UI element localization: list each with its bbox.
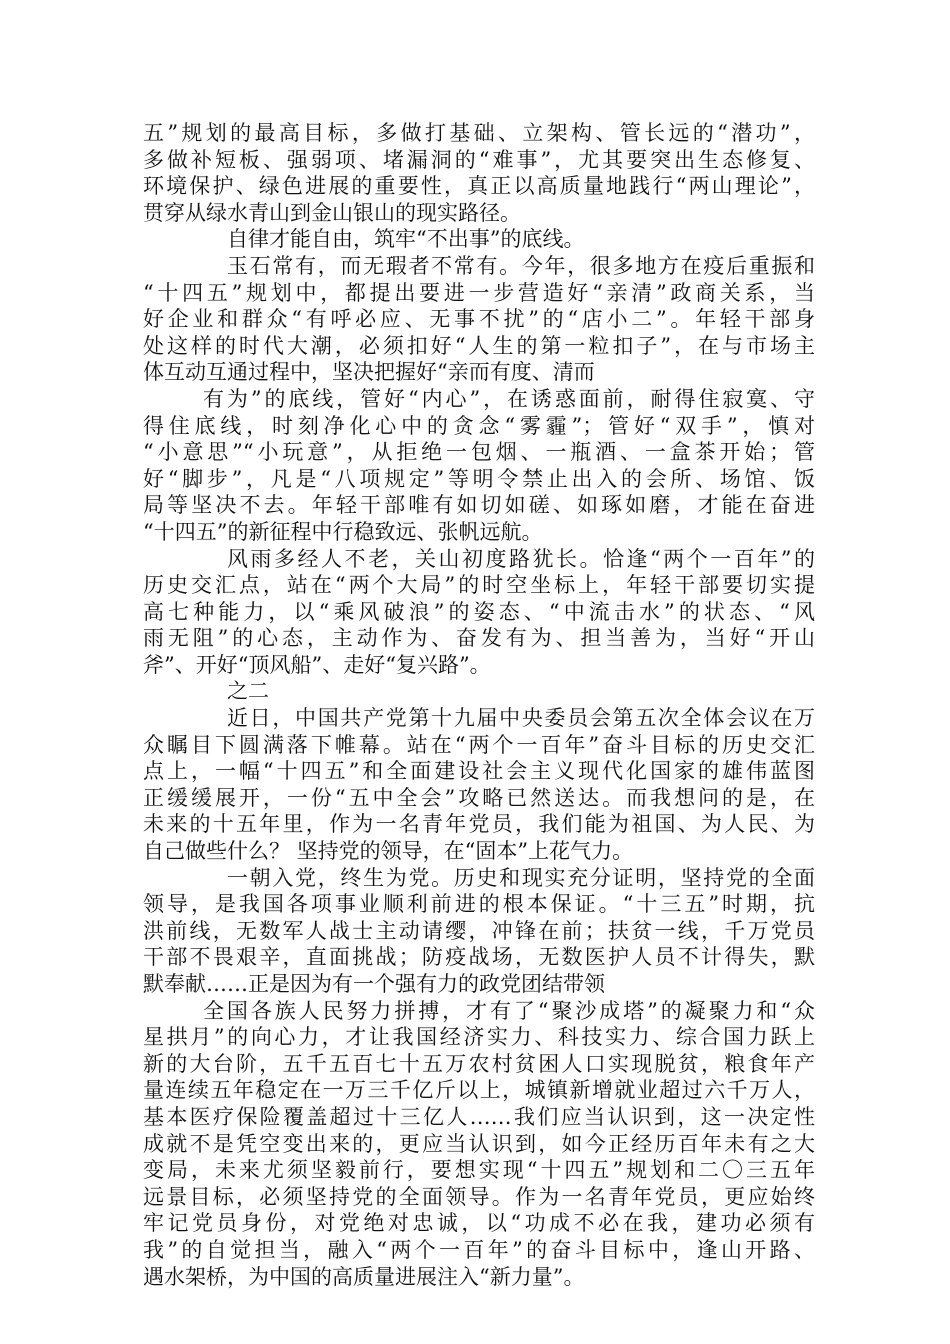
text-line: 风雨多经人不老，关山初度路犹长。恰逢“两个一百年”的 <box>227 546 815 571</box>
text-line: 雨无阻”的心态，主动作为、奋发有为、担当善为，当好“开山 <box>143 626 815 651</box>
text-line: 正缓缓展开，一份“五中全会”攻略已然送达。而我想问的是，在 <box>143 785 815 810</box>
text-line: 环境保护、绿色进展的重要性，真正以高质量地践行“两山理论”， <box>143 174 815 199</box>
text-line: 得住底线，时刻净化心中的贪念“雾霾”；管好“双手”，慎对 <box>143 413 815 438</box>
text-line: 历史交汇点，站在“两个大局”的时空坐标上，年轻干部要切实提 <box>143 573 815 598</box>
text-line: 我”的自觉担当，融入“两个一百年”的奋斗目标中，逢山开路、 <box>143 1237 815 1262</box>
text-line: “十四五”的新征程中行稳致远、张帆远航。 <box>143 519 543 544</box>
text-line: 星拱月”的向心力，才让我国经济实力、科技实力、综合国力跃上 <box>143 1025 815 1050</box>
text-line: 自律才能自由，筑牢“不出事”的底线。 <box>227 227 585 252</box>
text-line: 局等坚决不去。年轻干部唯有如切如磋、如琢如磨，才能在奋进 <box>143 493 815 518</box>
text-line: 基本医疗保险覆盖超过十三亿人……我们应当认识到，这一决定性 <box>143 1104 815 1129</box>
text-line: “十四五”规划中，都提出要进一步营造好“亲清”政商关系，当 <box>143 280 815 305</box>
text-line: 牢记党员身份，对党绝对忠诚，以“功成不必在我，建功必须有 <box>143 1211 815 1236</box>
text-line: 远景目标，必须坚持党的全面领导。作为一名青年党员，更应始终 <box>143 1184 815 1209</box>
text-line: 近日，中国共产党第十九届中央委员会第五次全体会议在万 <box>227 706 815 731</box>
text-line: 量连续五年稳定在一万三千亿斤以上，城镇新增就业超过六千万人， <box>143 1078 815 1103</box>
text-line: 玉石常有，而无瑕者不常有。今年，很多地方在疫后重振和 <box>227 253 815 278</box>
text-line: 有为”的底线，管好“内心”，在诱惑面前，耐得住寂寞、守 <box>203 386 815 411</box>
text-line: 未来的十五年里，作为一名青年党员，我们能为祖国、为人民、为 <box>143 812 815 837</box>
text-line: “小意思”“小玩意”，从拒绝一包烟、一瓶酒、一盒茶开始；管 <box>143 440 815 465</box>
document-body <box>143 120 815 1290</box>
text-line: 全国各族人民努力拼搏，才有了“聚沙成塔”的凝聚力和“众 <box>203 998 815 1023</box>
text-line: 新的大台阶，五千五百七十五万农村贫困人口实现脱贫，粮食年产 <box>143 1051 815 1076</box>
text-line: 五”规划的最高目标，多做打基础、立架构、管长远的“潜功”， <box>143 121 815 145</box>
text-line: 体互动互通过程中，坚决把握好“亲而有度、清而 <box>143 360 595 385</box>
text-line: 领导，是我国各项事业顺利前进的根本保证。“十三五”时期，抗 <box>143 892 815 917</box>
text-line: 点上，一幅“十四五”和全面建设社会主义现代化国家的雄伟蓝图 <box>143 759 815 784</box>
text-line: 处这样的时代大潮，必须扣好“人生的第一粒扣子”，在与市场主 <box>143 333 815 358</box>
text-line: 洪前线，无数军人战士主动请缨，冲锋在前；扶贫一线，千万党员 <box>143 918 815 943</box>
text-line: 贯穿从绿水青山到金山银山的现实路径。 <box>143 200 521 225</box>
text-line: 好“脚步”，凡是“八项规定”等明令禁止出入的会所、场馆、饭 <box>143 466 815 491</box>
text-line: 干部不畏艰辛，直面挑战；防疫战场，无数医护人员不计得失，默 <box>143 945 815 970</box>
section-heading: 之二 <box>227 679 269 704</box>
text-line: 一朝入党，终生为党。历史和现实充分证明，坚持党的全面 <box>227 865 815 890</box>
text-line: 众瞩目下圆满落下帷幕。站在“两个一百年”奋斗目标的历史交汇 <box>143 732 815 757</box>
text-line: 变局，未来尤须坚毅前行，要想实现“十四五”规划和二〇三五年 <box>143 1158 815 1183</box>
text-line: 好企业和群众“有呼必应、无事不扰”的“店小二”。年轻干部身 <box>143 307 815 332</box>
text-line: 高七种能力，以“乘风破浪”的姿态、“中流击水”的状态、“风 <box>143 599 815 624</box>
text-line: 斧”、开好“顶风船”、走好“复兴路”。 <box>143 652 491 677</box>
text-line: 自己做些什么？ 坚持党的领导，在“固本”上花气力。 <box>143 839 634 864</box>
text-line: 默奉献……正是因为有一个强有力的政党团结带领 <box>143 972 605 996</box>
text-line: 遇水架桥，为中国的高质量进展注入“新力量”。 <box>143 1264 585 1289</box>
text-line: 多做补短板、强弱项、堵漏洞的“难事”，尤其要突出生态修复、 <box>143 147 815 172</box>
text-line: 成就不是凭空变出来的，更应当认识到，如今正经历百年未有之大 <box>143 1131 815 1156</box>
